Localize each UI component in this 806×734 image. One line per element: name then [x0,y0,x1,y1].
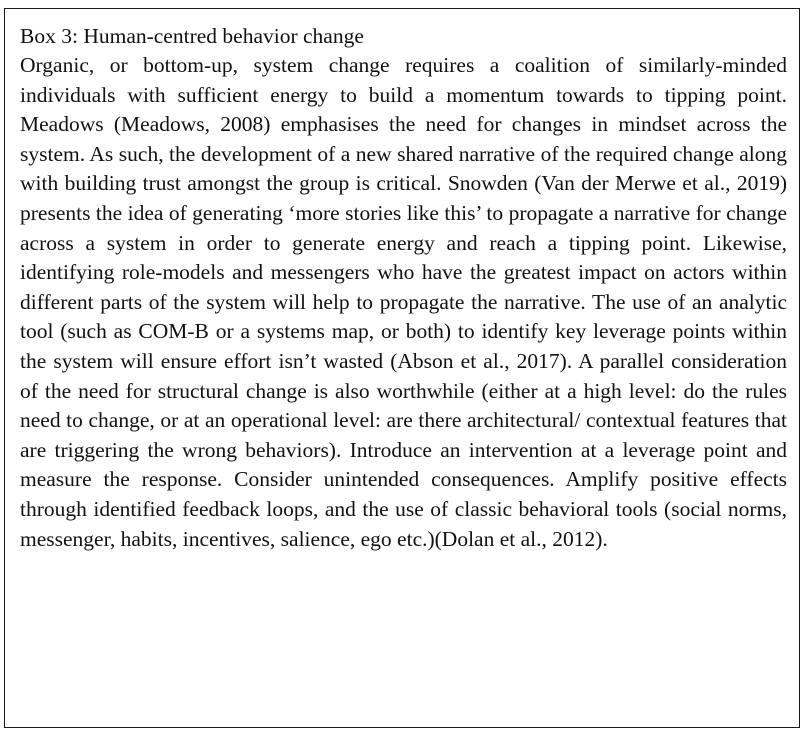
box-body-paragraph: Organic, or bottom-up, system change requires a coalition of similarly-minded individuals with sufficient energy to build a momentum towards to tipping point. Meadows (Meadows, 2008) emphasises the need for changes in mindset across the system. As such, the development of a new shared narrative of the required change along with building trust amongst the group is critical. Snowden (Van der Merwe et al., 2019) presents the idea of generating ‘more stories like this’ to propagate a narrative for change across a system in order to generate energy and reach a tipping point. Likewise, identifying role-models and messengers who have the greatest impact on actors within different parts of the system will help to propagate the narrative. The use of an analytic tool (such as COM-B or a systems map, or both) to identify key leverage points within the system will ensure effort isn’t wasted (Abson et al., 2017). A parallel consideration of the need for structural change is also worthwhile (either at a high level: do the rules need to change, or at an operational level: are there architectural/ contextual features that are triggering the wrong behaviors). Introduce an intervention at a leverage point and measure the response. Consider unintended consequences. Amplify positive effects through identified feedback loops, and the use of classic behavioral tools (social norms, messenger, habits, incentives, salience, ego etc.)(Dolan et al., 2012). [20,53,787,551]
text-box [4,8,800,728]
box-title: Box 3: Human-centred behavior change [20,24,364,48]
